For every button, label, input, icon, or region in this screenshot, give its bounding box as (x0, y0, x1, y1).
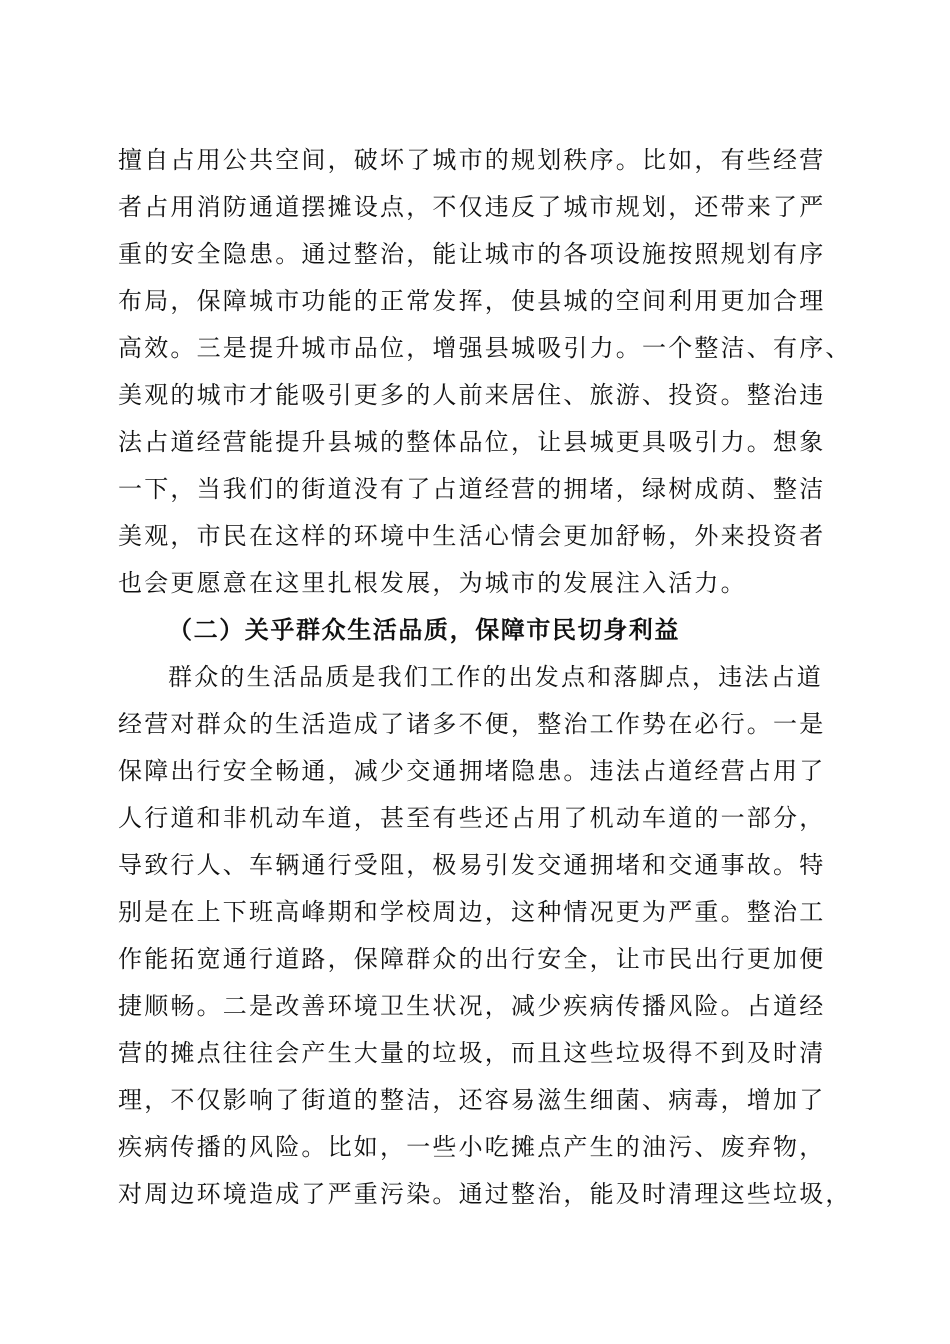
text-line: 经营对群众的生活造成了诸多不便，整治工作势在必行。一是 (118, 710, 826, 738)
text-line: 擅自占用公共空间，破坏了城市的规划秩序。比如，有些经营 (118, 146, 826, 174)
text-line: 美观的城市才能吸引更多的人前来居住、旅游、投资。整治违 (118, 381, 826, 409)
text-line: 美观，市民在这样的环境中生活心情会更加舒畅，外来投资者 (118, 522, 826, 550)
text-line: 布局，保障城市功能的正常发挥，使县城的空间利用更加合理 (118, 287, 826, 315)
text-line: 重的安全隐患。通过整治，能让城市的各项设施按照规划有序 (118, 240, 826, 268)
text-line: 别是在上下班高峰期和学校周边，这种情况更为严重。整治工 (118, 898, 826, 926)
text-line: 者占用消防通道摆摊设点，不仅违反了城市规划，还带来了严 (118, 193, 826, 221)
text-line: 群众的生活品质是我们工作的出发点和落脚点，违法占道 (168, 663, 823, 691)
section-heading: （二）关乎群众生活品质，保障市民切身利益 (168, 615, 680, 644)
text-line: 也会更愿意在这里扎根发展，为城市的发展注入活力。 (118, 569, 747, 597)
text-line: 疾病传播的风险。比如，一些小吃摊点产生的油污、废弃物， (118, 1133, 826, 1161)
text-line: 法占道经营能提升县城的整体品位，让县城更具吸引力。想象 (118, 428, 826, 456)
text-line: 一下，当我们的街道没有了占道经营的拥堵，绿树成荫、整洁 (118, 475, 826, 503)
text-line: 理，不仅影响了街道的整洁，还容易滋生细菌、病毒，增加了 (118, 1086, 826, 1114)
text-line: 人行道和非机动车道，甚至有些还占用了机动车道的一部分， (118, 804, 826, 832)
text-line: 捷顺畅。二是改善环境卫生状况，减少疾病传播风险。占道经 (118, 992, 826, 1020)
text-line: 对周边环境造成了严重污染。通过整治，能及时清理这些垃圾， (118, 1180, 852, 1208)
text-line: 作能拓宽通行道路，保障群众的出行安全，让市民出行更加便 (118, 945, 826, 973)
text-line: 保障出行安全畅通，减少交通拥堵隐患。违法占道经营占用了 (118, 757, 826, 785)
text-line: 高效。三是提升城市品位，增强县城吸引力。一个整洁、有序、 (118, 334, 852, 362)
text-line: 营的摊点往往会产生大量的垃圾，而且这些垃圾得不到及时清 (118, 1039, 826, 1067)
text-line: 导致行人、车辆通行受阻，极易引发交通拥堵和交通事故。特 (118, 851, 826, 879)
